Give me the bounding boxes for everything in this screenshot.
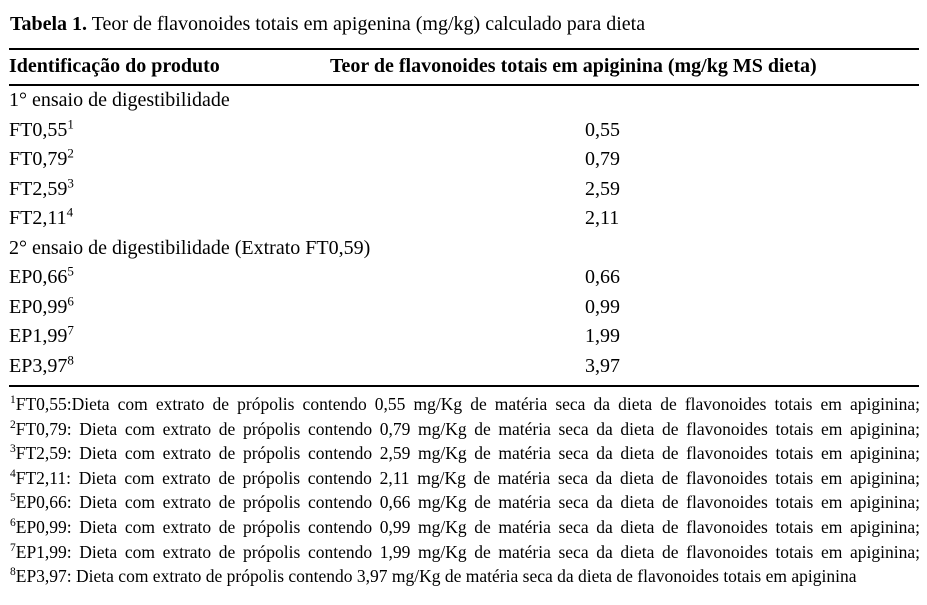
footnote-ref: 4 <box>66 204 74 220</box>
footnote: $^2$FT0,79: Dieta com extrato de própolis contendo 0,79 mg/Kg de matéria seca da dieta de flavonoides totais em apiginina; <box>10 418 920 439</box>
table-caption <box>10 12 919 36</box>
table-row <box>9 145 919 175</box>
table-caption-label: Tabela 1. <box>10 13 88 35</box>
table-header <box>9 49 919 85</box>
section-heading: 1° ensaio de digestibilidade <box>9 89 230 112</box>
footnote-marker: 4 <box>10 467 16 480</box>
product-id-cell: FT2,59$^3$ <box>9 175 74 200</box>
header-flavonoid-content: Teor de flavonoides totais em apiginina (mg/kg MS dieta) <box>330 49 919 85</box>
section-heading: 2° ensaio de digestibilidade (Extrato FT0,59) <box>9 236 371 259</box>
footnote-marker: 7 <box>10 541 16 554</box>
footnote: $^3$FT2,59: Dieta com extrato de própolis contendo 2,59 mg/Kg de matéria seca da dieta de flavonoides totais em apiginina; <box>10 443 920 464</box>
footnote-ref: 6 <box>67 293 74 309</box>
product-id-cell: EP0,99$^6$ <box>9 293 74 318</box>
footnote-marker: 3 <box>10 443 16 456</box>
value-cell: 2,11 <box>585 207 620 230</box>
table-row <box>9 116 919 146</box>
table-row <box>9 293 919 323</box>
section-heading-row <box>9 85 919 116</box>
footnote: $^8$EP3,97: Dieta com extrato de própolis contendo 3,97 mg/Kg de matéria seca da dieta de flavonoides totais em apiginina <box>10 566 857 587</box>
product-id-cell: FT0,55$^1$ <box>9 116 74 141</box>
value-cell: 0,55 <box>585 118 620 141</box>
section-heading-row <box>9 234 919 264</box>
footnote: $^6$EP0,99: Dieta com extrato de própolis contendo 0,99 mg/Kg de matéria seca da dieta de flavonoides totais em apiginina; <box>10 516 920 537</box>
footnote-marker: 6 <box>10 517 16 530</box>
footnote: $^7$EP1,99: Dieta com extrato de própolis contendo 1,99 mg/Kg de matéria seca da dieta de flavonoides totais em apiginina; <box>10 541 920 562</box>
table-row <box>9 352 919 387</box>
product-id-cell: EP3,97$^8$ <box>9 352 74 377</box>
value-cell: 3,97 <box>585 354 620 377</box>
footnote: $^5$EP0,66: Dieta com extrato de própolis contendo 0,66 mg/Kg de matéria seca da dieta de flavonoides totais em apiginina; <box>10 492 920 513</box>
table-body <box>9 85 919 386</box>
value-cell: 0,99 <box>585 295 620 318</box>
product-id-cell: FT2,11$^4$ <box>9 204 74 230</box>
footnote-ref: 1 <box>67 116 74 132</box>
table-row <box>9 204 919 234</box>
footnote: $^4$FT2,11: Dieta com extrato de própolis contendo 2,11 mg/Kg de matéria seca da dieta de flavonoides totais em apiginina; <box>10 467 920 488</box>
table-caption-text: Teor de flavonoides totais em apigenina (mg/kg) calculado para dieta <box>87 13 646 35</box>
product-id-cell: FT0,79$^2$ <box>9 145 74 171</box>
header-row <box>9 49 919 85</box>
value-cell: 1,99 <box>585 325 620 348</box>
footnote-marker: 1 <box>10 394 16 407</box>
footnote-ref: 7 <box>67 322 74 338</box>
footnotes <box>10 392 920 589</box>
value-cell: 0,66 <box>585 266 620 289</box>
footnote-ref: 3 <box>67 175 74 191</box>
footnote-marker: 5 <box>10 492 16 505</box>
product-id-cell: EP0,66$^5$ <box>9 263 74 289</box>
footnote-ref: 8 <box>67 352 74 368</box>
table-row <box>9 175 919 205</box>
flavonoid-table <box>9 48 919 387</box>
footnote: $^1$FT0,55:Dieta com extrato de própolis contendo 0,55 mg/Kg de matéria seca da dieta de flavonoides totais em apiginina; <box>10 394 920 414</box>
footnote-marker: 8 <box>10 566 16 579</box>
footnote-ref: 2 <box>67 145 74 161</box>
value-cell: 2,59 <box>585 177 620 200</box>
table-row <box>9 263 919 293</box>
footnote-marker: 2 <box>10 418 16 431</box>
value-cell: 0,79 <box>585 148 620 171</box>
product-id-cell: EP1,99$^7$ <box>9 322 74 348</box>
table-row <box>9 322 919 352</box>
header-product-id: Identificação do produto <box>9 49 330 85</box>
footnote-ref: 5 <box>67 263 74 279</box>
